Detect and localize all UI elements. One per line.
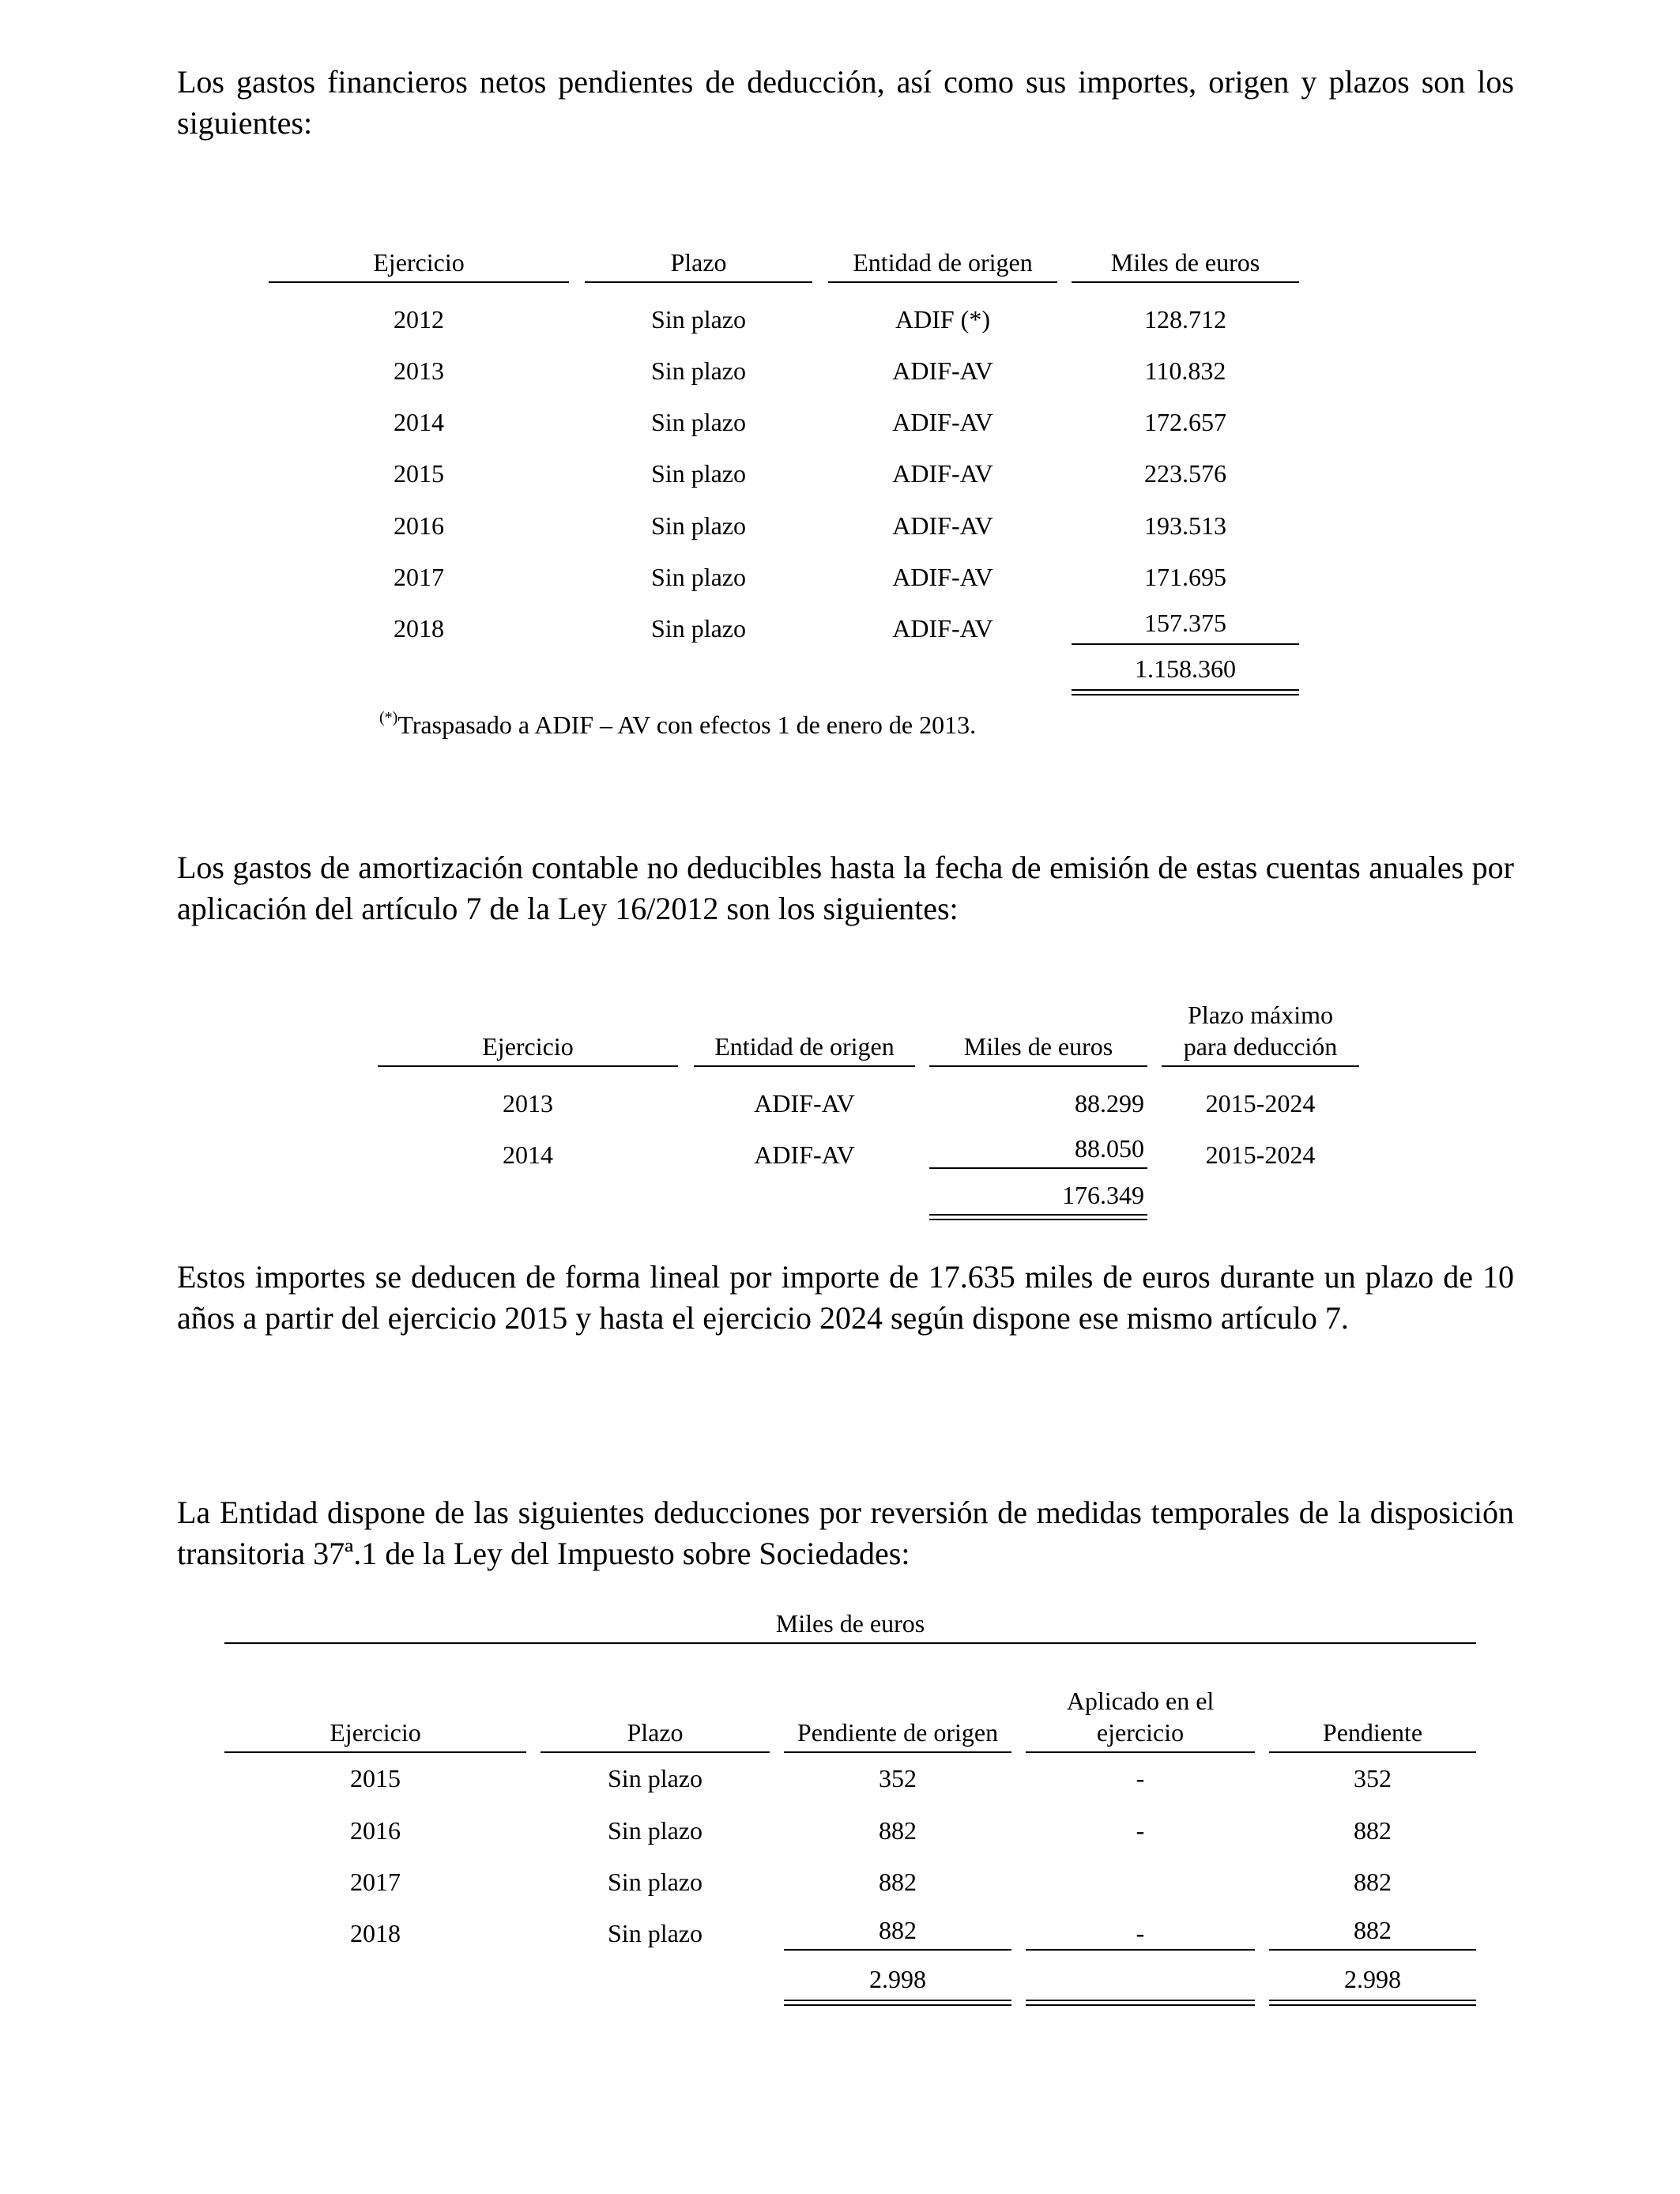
cell-ejercicio: 2013 — [503, 1089, 553, 1118]
cell-ejercicio: 2016 — [394, 511, 444, 540]
header-ejercicio: Ejercicio — [482, 1032, 574, 1061]
cell-plazo: Sin plazo — [608, 1919, 703, 1947]
cell-plazo: Sin plazo — [651, 511, 746, 540]
header-underline — [1026, 1751, 1255, 1753]
footnote-mark: (*) — [379, 709, 398, 726]
subtotal-line — [1269, 1949, 1476, 1951]
header-plazo: Plazo — [627, 1718, 684, 1747]
cell-entidad: ADIF-AV — [892, 563, 993, 591]
header-underline — [1072, 281, 1299, 283]
super-header-miles-euros: Miles de euros — [775, 1609, 925, 1638]
header-underline — [1269, 1751, 1476, 1753]
cell-ejercicio: 2013 — [394, 356, 444, 385]
cell-miles-euros: 171.695 — [1144, 563, 1226, 591]
header-plazo-maximo-line1: Plazo máximo — [1188, 1001, 1333, 1029]
header-entidad: Entidad de origen — [714, 1032, 895, 1061]
cell-entidad: ADIF-AV — [892, 614, 993, 643]
header-plazo-maximo-line2: para deducción — [1183, 1032, 1338, 1061]
cell-plazo: Sin plazo — [651, 459, 746, 488]
cell-plazo: Sin plazo — [651, 305, 746, 334]
cell-miles-euros: 223.576 — [1144, 459, 1226, 488]
header-underline — [1162, 1065, 1359, 1067]
cell-plazo: Sin plazo — [651, 356, 746, 385]
header-underline — [585, 281, 812, 283]
header-entidad: Entidad de origen — [853, 248, 1033, 277]
section1-intro: Los gastos financieros netos pendientes de deducción, así como sus importes, origen y plazos son los siguientes: — [177, 64, 1514, 141]
total-value: 176.349 — [1062, 1181, 1144, 1209]
footnote — [379, 709, 976, 741]
total-pendiente-origen: 2.998 — [869, 1965, 926, 1993]
cell-pendiente-origen: 882 — [879, 1868, 917, 1896]
cell-plazo: Sin plazo — [608, 1816, 703, 1845]
subtotal-line — [929, 1167, 1147, 1169]
cell-miles-euros: 110.832 — [1144, 356, 1226, 385]
cell-plazo-maximo: 2015-2024 — [1205, 1140, 1316, 1169]
cell-ejercicio: 2014 — [503, 1140, 553, 1169]
cell-entidad: ADIF-AV — [754, 1089, 855, 1118]
cell-miles-euros: 193.513 — [1144, 511, 1226, 540]
footnote-text: Traspasado a ADIF – AV con efectos 1 de enero de 2013. — [397, 711, 977, 739]
header-underline — [378, 1065, 678, 1067]
header-ejercicio: Ejercicio — [330, 1718, 421, 1747]
total-double-underline — [1269, 2000, 1476, 2006]
cell-miles-euros: 88.299 — [1075, 1089, 1144, 1118]
cell-entidad: ADIF-AV — [892, 356, 993, 385]
cell-entidad: ADIF-AV — [892, 408, 993, 436]
cell-aplicado: - — [1136, 1816, 1145, 1845]
header-miles-euros: Miles de euros — [963, 1032, 1113, 1061]
cell-ejercicio: 2017 — [394, 563, 444, 591]
subtotal-line — [1072, 643, 1299, 645]
cell-pendiente-origen: 352 — [879, 1764, 917, 1793]
total-double-underline — [1026, 2000, 1255, 2006]
cell-aplicado: - — [1136, 1919, 1145, 1947]
header-underline — [828, 281, 1057, 283]
cell-entidad: ADIF-AV — [892, 459, 993, 488]
cell-plazo: Sin plazo — [608, 1764, 703, 1793]
cell-pendiente: 882 — [1354, 1868, 1392, 1896]
super-header-line — [224, 1642, 1476, 1644]
cell-pendiente: 882 — [1354, 1916, 1392, 1944]
cell-entidad: ADIF-AV — [892, 511, 993, 540]
cell-ejercicio: 2017 — [350, 1868, 401, 1896]
cell-ejercicio: 2018 — [350, 1919, 401, 1947]
total-double-underline — [1072, 689, 1299, 696]
header-pendiente: Pendiente — [1322, 1718, 1423, 1747]
cell-miles-euros: 128.712 — [1144, 305, 1226, 334]
header-underline — [784, 1751, 1011, 1753]
cell-plazo: Sin plazo — [608, 1868, 703, 1896]
cell-pendiente-origen: 882 — [879, 1816, 917, 1845]
header-underline — [541, 1751, 770, 1753]
cell-ejercicio: 2012 — [394, 305, 444, 334]
subtotal-line — [1026, 1949, 1255, 1951]
header-underline — [929, 1065, 1147, 1067]
section3-intro: La Entidad dispone de las siguientes deducciones por reversión de medidas temporales de la disposición transitoria 37ª.1 de la Ley del Impuesto sobre Sociedades: — [177, 1495, 1514, 1571]
cell-plazo: Sin plazo — [651, 563, 746, 591]
header-ejercicio: Ejercicio — [373, 248, 465, 277]
total-value: 1.158.360 — [1135, 654, 1236, 683]
cell-ejercicio: 2015 — [350, 1764, 401, 1793]
total-pendiente: 2.998 — [1344, 1965, 1401, 1993]
section2-explanation: Estos importes se deducen de forma lineal por importe de 17.635 miles de euros durante un plazo de 10 años a partir del ejercicio 2015 y hasta el ejercicio 2024 según dispone ese mismo artículo 7. — [177, 1259, 1514, 1336]
cell-miles-euros: 172.657 — [1144, 408, 1226, 436]
header-underline — [224, 1751, 526, 1753]
cell-ejercicio: 2014 — [394, 408, 444, 436]
header-underline — [269, 281, 569, 283]
total-double-underline — [784, 2000, 1011, 2006]
header-plazo: Plazo — [670, 248, 727, 277]
section2-intro: Los gastos de amortización contable no deducibles hasta la fecha de emisión de estas cuentas anuales por aplicación del artículo 7 de la Ley 16/2012 son los siguientes: — [177, 850, 1514, 926]
header-aplicado-line2: ejercicio — [1096, 1718, 1185, 1747]
cell-pendiente-origen: 882 — [879, 1916, 917, 1944]
cell-plazo-maximo: 2015-2024 — [1205, 1089, 1316, 1118]
header-miles-euros: Miles de euros — [1110, 248, 1260, 277]
subtotal-line — [784, 1949, 1011, 1951]
cell-ejercicio: 2015 — [394, 459, 444, 488]
cell-aplicado: - — [1136, 1764, 1145, 1793]
cell-ejercicio: 2018 — [394, 614, 444, 643]
cell-plazo: Sin plazo — [651, 614, 746, 643]
total-double-underline — [929, 1214, 1147, 1220]
cell-plazo: Sin plazo — [651, 408, 746, 436]
cell-entidad: ADIF (*) — [895, 305, 990, 334]
cell-miles-euros: 88.050 — [1075, 1134, 1144, 1163]
cell-pendiente: 352 — [1354, 1764, 1392, 1793]
header-aplicado-line1: Aplicado en el — [1066, 1687, 1215, 1715]
cell-entidad: ADIF-AV — [754, 1140, 855, 1169]
cell-pendiente: 882 — [1354, 1816, 1392, 1845]
cell-ejercicio: 2016 — [350, 1816, 401, 1845]
header-pendiente-origen: Pendiente de origen — [797, 1718, 999, 1747]
header-underline — [694, 1065, 915, 1067]
cell-miles-euros: 157.375 — [1144, 609, 1226, 637]
